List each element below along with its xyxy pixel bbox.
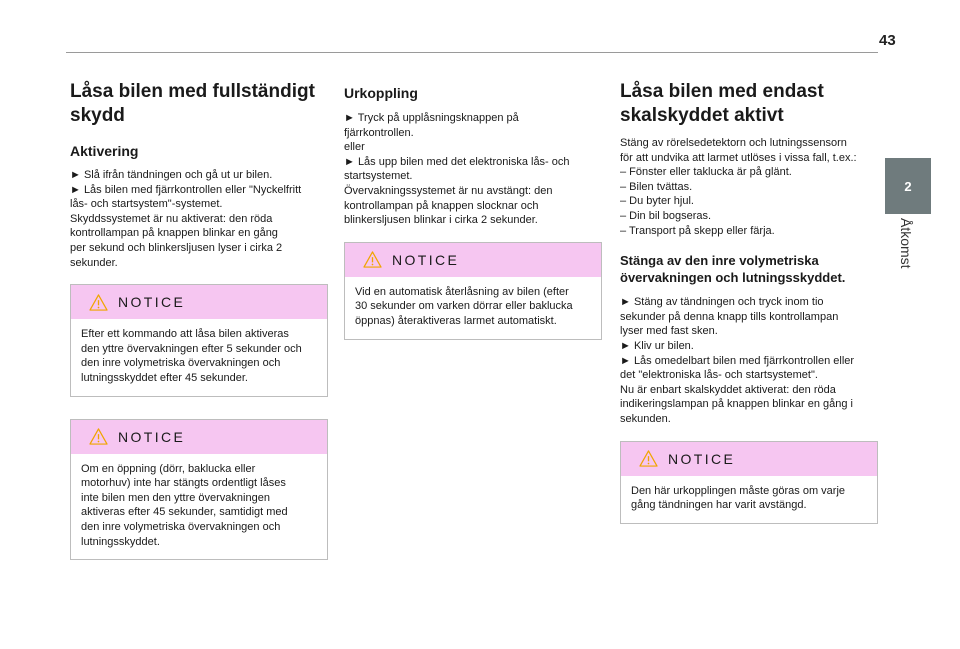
notice-text: Den här urkopplingen måste göras om varje gång tändningen har varit avstängd. xyxy=(631,484,846,512)
subheading-aktivering: Aktivering xyxy=(70,143,139,159)
warning-triangle-icon xyxy=(89,294,108,311)
notice-text: Efter ett kommando att låsa bilen aktiveras den yttre övervakningen efter 5 sekunder och den inre volymetriska övervakningen och lutningsskyddet efter 45 sekunder. xyxy=(81,328,302,384)
chapter-label: Åtkomst xyxy=(898,218,914,269)
notice-title: NOTICE xyxy=(118,428,186,445)
notice-title: NOTICE xyxy=(392,251,460,268)
notice-text: Vid en automatisk återlåsning av bilen (efter 30 sekunder om varken dörrar eller baklucka öppnas) återaktiveras larmet automatiskt. xyxy=(355,285,573,327)
page-number: 43 xyxy=(879,32,896,49)
notice-box xyxy=(70,419,328,561)
notice-title: NOTICE xyxy=(668,450,736,467)
chapter-number: 2 xyxy=(904,178,912,194)
aktivering-text: ► Slå ifrån tändningen och gå ut ur bilen. ► Lås bilen med fjärrkontrollen eller "Nyckelfritt lås- och startsystem"-systemet. Skyddssystemet är nu aktiverat: den röda kontrollampan på knappen blinkar en gång per sekund och blinkersljusen lyser i cirka 2 sekunder. xyxy=(70,169,302,269)
chapter-tab[interactable] xyxy=(885,158,931,214)
notice-header xyxy=(71,285,327,319)
notice-box xyxy=(344,242,602,340)
warning-triangle-icon xyxy=(639,450,658,467)
header-rule xyxy=(66,52,878,53)
subheading-stanga-av: Stänga av den inre volymetriska övervakningen och lutningsskyddet. xyxy=(620,253,846,286)
column-2 xyxy=(344,76,602,362)
section-title: Låsa bilen med endast skalskyddet aktivt xyxy=(620,81,824,126)
notice-text: Om en öppning (dörr, baklucka eller motorhuv) inte har stängts ordentligt låses inte bilen men den yttre övervakningen aktiveras efter 45 sekunder, samtidigt med den inre volymetriska övervakningen och lutningsskyddet. xyxy=(81,462,288,548)
notice-title: NOTICE xyxy=(118,294,186,311)
notice-header xyxy=(621,442,877,476)
notice-header xyxy=(71,420,327,454)
notice-box xyxy=(620,441,878,524)
urkoppling-text: ► Tryck på upplåsningsknappen på fjärrkontrollen. eller ► Lås upp bilen med det elektroniska lås- och startsystemet. Övervakningssystemet är nu avstängt: den kontrollampan på knappen slocknar och blinkersljusen blinkar i cirka 2 sekunder. xyxy=(344,112,570,227)
column-1 xyxy=(70,76,328,582)
intro-text: Stäng av rörelsedetektorn och lutningssensorn för att undvika att larmet utlöses i vissa fall, t.ex.: – Fönster eller taklucka är på glänt. – Bilen tvättas. – Du byter hjul. – Din bil bogseras. – Transport på skepp eller färja. xyxy=(620,137,857,237)
notice-header xyxy=(345,243,601,277)
warning-triangle-icon xyxy=(363,251,382,268)
warning-triangle-icon xyxy=(89,428,108,445)
notice-box xyxy=(70,284,328,396)
section-title: Låsa bilen med fullständigt skydd xyxy=(70,81,315,126)
subheading-urkoppling: Urkoppling xyxy=(344,85,418,101)
stanga-av-text: ► Stäng av tändningen och tryck inom tio sekunder på denna knapp tills kontrollampan lyser med fast sken. ► Kliv ur bilen. ► Lås omedelbart bilen med fjärrkontrollen eller det "elektroniska lås- och startsystemet". Nu är enbart skalskyddet aktiverat: den röda indikeringslampan på knappen blinkar en gång i sekunden. xyxy=(620,296,855,425)
column-3 xyxy=(620,76,878,546)
